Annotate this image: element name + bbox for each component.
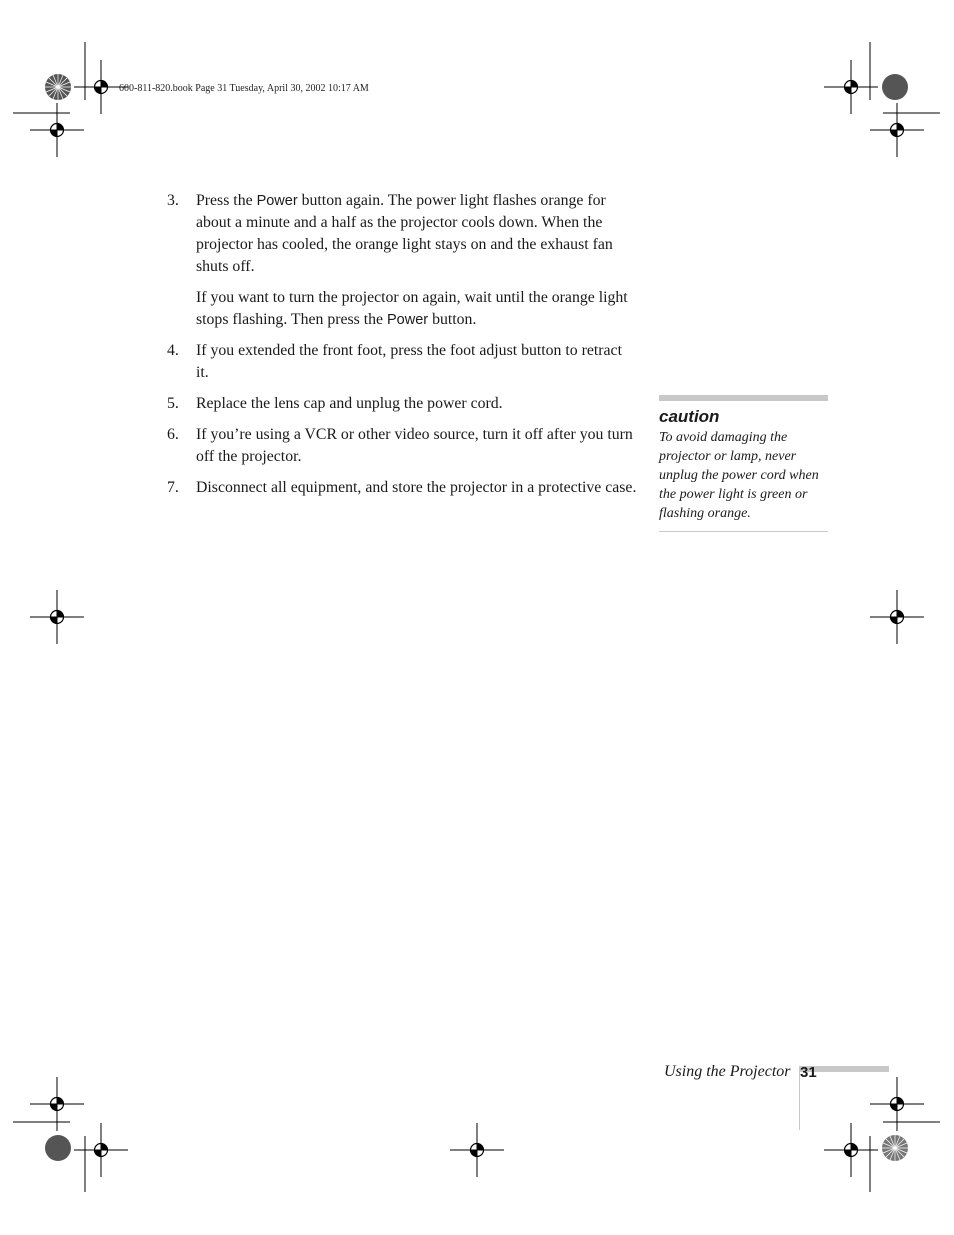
text-run: button.	[428, 311, 477, 328]
step-note	[196, 287, 637, 331]
registration-mark-icon	[870, 590, 924, 644]
step-number: 3.	[167, 192, 179, 209]
step-5	[167, 393, 637, 415]
registration-mark-icon	[870, 1077, 924, 1131]
registration-mark-icon	[30, 103, 84, 157]
step-3	[167, 190, 637, 331]
power-button-label: Power	[256, 193, 298, 209]
registration-mark-icon	[30, 1077, 84, 1131]
step-6	[167, 424, 637, 468]
step-number: 4.	[167, 342, 179, 359]
caution-body: To avoid damaging the projector or lamp, never unplug the power cord when the power light is green or flashing orange.	[659, 430, 819, 521]
page-slug: 600-811-820.book Page 31 Tuesday, April 30, 2002 10:17 AM	[119, 83, 369, 94]
star-target-icon	[882, 1135, 908, 1161]
step-number: 5.	[167, 395, 179, 412]
text-run: button again. The power light flashes orange for about a minute and a half as the projector cools down. When the projector has cooled, the orange light stays on and the exhaust fan shuts off.	[196, 192, 613, 275]
registration-mark-icon	[870, 103, 924, 157]
step-text: If you extended the front foot, press the foot adjust button to retract it.	[196, 342, 622, 381]
registration-mark-icon	[74, 60, 128, 114]
star-target-icon	[882, 74, 908, 100]
step-text: If you’re using a VCR or other video source, turn it off after you turn off the projector.	[196, 426, 633, 465]
step-4	[167, 340, 637, 384]
registration-mark-icon	[450, 1123, 504, 1177]
step-text	[196, 190, 637, 278]
text-run: Press the	[196, 192, 257, 209]
power-button-label: Power	[387, 312, 429, 328]
footer-section-title: Using the Projector	[664, 1063, 791, 1080]
star-target-icon	[45, 74, 71, 100]
registration-mark-icon	[30, 590, 84, 644]
procedure-steps	[167, 190, 637, 508]
step-number: 7.	[167, 479, 179, 496]
step-7	[167, 477, 637, 499]
text-run: If you want to turn the projector on again, wait until the orange light stops flashing. Then press the	[196, 289, 628, 328]
caution-title: caution	[659, 407, 720, 426]
star-target-icon	[45, 1135, 71, 1161]
caution-sidebar	[659, 395, 828, 532]
page-number: 31	[800, 1064, 817, 1081]
step-text: Replace the lens cap and unplug the power cord.	[196, 395, 503, 412]
registration-mark-icon	[74, 1123, 128, 1177]
step-text: Disconnect all equipment, and store the projector in a protective case.	[196, 479, 637, 496]
step-number: 6.	[167, 426, 179, 443]
